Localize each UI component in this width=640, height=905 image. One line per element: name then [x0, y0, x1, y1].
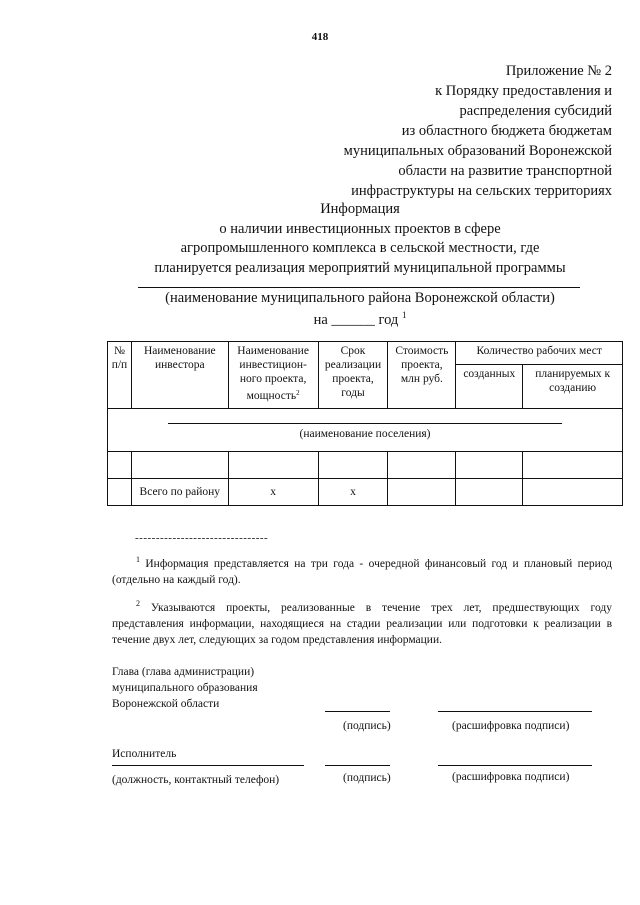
title-heading: Информация — [320, 201, 400, 217]
decoding-label: (расшифровка подписи) — [452, 720, 570, 732]
year-footnote-marker: 1 — [401, 310, 407, 320]
title-line: о наличии инвестиционных проектов в сфере — [219, 220, 501, 237]
head-line: Глава (глава администрации) — [112, 666, 255, 678]
total-term: х — [318, 479, 388, 506]
header-jobs-created: созданных — [456, 365, 523, 409]
appendix-line: распределения субсидий — [459, 103, 612, 119]
signature-label-2: (подпись) — [343, 772, 391, 784]
table-cell — [108, 452, 132, 479]
appendix-line: Приложение № 2 — [505, 63, 612, 79]
settlement-name-line — [168, 423, 562, 424]
year-blank: ______ — [331, 312, 375, 328]
appendix-line: к Порядку предоставления и — [435, 83, 612, 99]
year-line — [60, 306, 640, 330]
footnote-2 — [112, 596, 612, 648]
footnote-1-text: Информация представляется на три года - очередной финансовый год и плановый период (отдельно на каждый год). — [112, 558, 613, 586]
header-term: Срок реализации проекта, годы — [318, 342, 388, 409]
table-cell — [108, 479, 132, 506]
signature-label: (подпись) — [343, 720, 391, 732]
title-line: агропромышленного комплекса в сельской местности, где — [180, 240, 540, 256]
position-line — [112, 765, 304, 766]
footnote-2-marker: 2 — [136, 599, 140, 608]
district-name-line — [138, 287, 580, 288]
year-suffix: год — [378, 312, 399, 328]
appendix-line: области на развитие транспортной — [398, 163, 612, 179]
header-investor: Наименование инвестора — [131, 342, 228, 409]
appendix-line: из областного бюджета бюджетам — [401, 123, 612, 139]
executor-label: Исполнитель — [112, 748, 177, 760]
table-cell — [523, 479, 623, 506]
header-project — [228, 342, 318, 409]
table-cell — [388, 452, 456, 479]
signature-line-2 — [325, 765, 390, 766]
page-number: 418 — [311, 31, 329, 43]
table-cell — [456, 452, 523, 479]
appendix-line: муниципальных образований Воронежской — [343, 143, 612, 159]
decoding-line — [438, 711, 592, 712]
table-cell — [388, 479, 456, 506]
table-settlement-row — [108, 409, 623, 452]
position-label: (должность, контактный телефон) — [112, 774, 280, 786]
table-total-row — [108, 479, 623, 506]
footnote-separator: -------------------------------- — [135, 532, 269, 544]
header-num: № п/п — [108, 342, 132, 409]
table-cell — [228, 452, 318, 479]
table-row — [108, 452, 623, 479]
district-label: (наименование муниципального района Воронежской области) — [165, 290, 555, 306]
settlement-cell — [108, 409, 623, 452]
table-cell — [318, 452, 388, 479]
header-cost: Стоимость проекта, млн руб. — [388, 342, 456, 409]
head-line: муниципального образования — [112, 682, 258, 694]
table-cell — [523, 452, 623, 479]
total-label: Всего по району — [131, 479, 228, 506]
decoding-line-2 — [438, 765, 592, 766]
header-jobs: Количество рабочих мест — [456, 342, 623, 365]
investment-table — [107, 341, 623, 506]
table-cell — [131, 452, 228, 479]
footnote-1 — [112, 552, 612, 588]
table-header-row — [108, 342, 623, 365]
total-project: х — [228, 479, 318, 506]
header-project-text: Наименование инвестицион-ного проекта, мощность — [237, 345, 309, 402]
head-line: Воронежской области — [112, 698, 220, 710]
footnote-2-text: Указываются проекты, реализованные в течение трех лет, предшествующих году представления информации, находящиеся на стадии реализации или подготовки к реализации в течение двух лет, следующих за годом представления информации. — [112, 602, 612, 646]
header-project-footnote: 2 — [296, 389, 300, 397]
settlement-label: (наименование поселения) — [299, 428, 431, 440]
appendix-line: инфраструктуры на сельских территориях — [351, 183, 612, 199]
title-line: планируется реализация мероприятий муниципальной программы — [154, 259, 566, 276]
appendix-block — [272, 61, 612, 201]
year-prefix: на — [313, 312, 328, 328]
head-title — [112, 664, 258, 712]
header-jobs-planned: планируемых к созданию — [523, 365, 623, 409]
table-cell — [456, 479, 523, 506]
decoding-label-2: (расшифровка подписи) — [452, 771, 570, 783]
footnote-1-marker: 1 — [136, 555, 140, 564]
signature-line — [325, 711, 390, 712]
document-title — [60, 200, 640, 278]
